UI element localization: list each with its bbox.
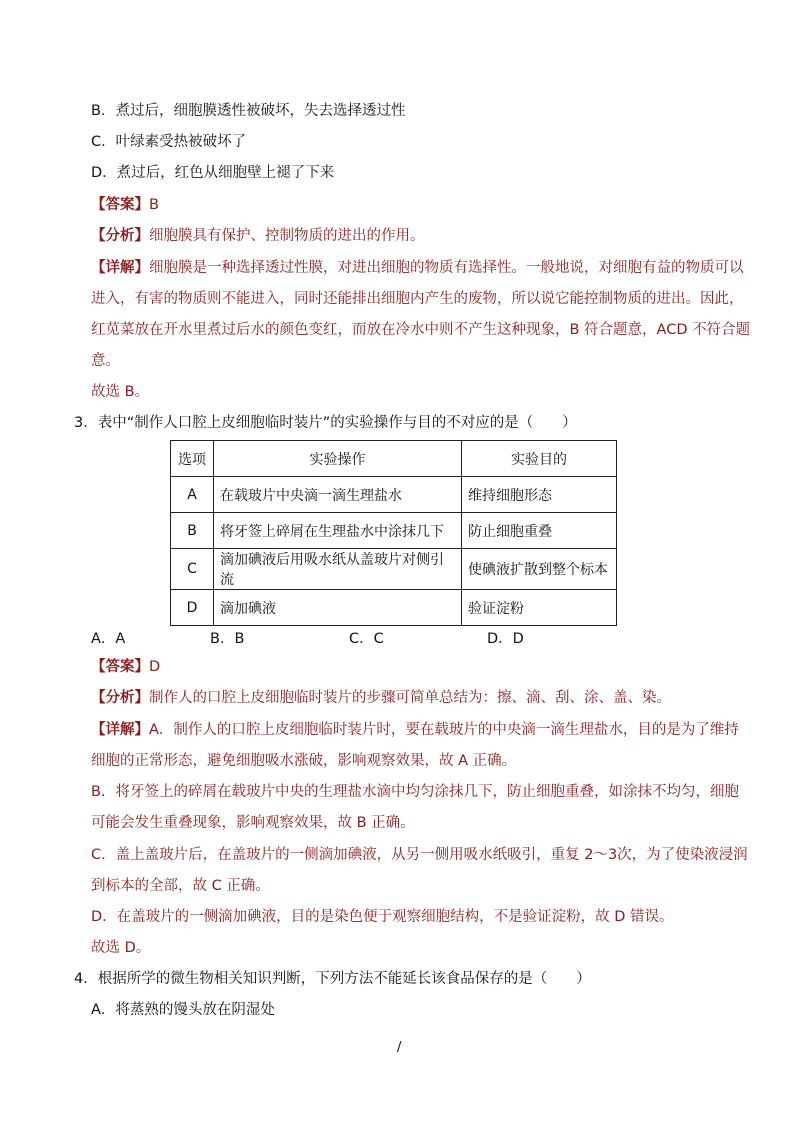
q3-detail-line: B．将牙签上的碎屑在载玻片中央的生理盐水滴中均匀涂抹几下，防止细胞重叠，如涂抹不均匀，细胞: [91, 784, 739, 800]
table-cell: 维持细胞形态: [462, 477, 617, 513]
analysis-tag: 【分析】: [91, 690, 149, 706]
table-cell: 防止细胞重叠: [462, 513, 617, 549]
answer-value: D: [149, 659, 161, 675]
q3-detail-line: 到标本的全部，故 C 正确。: [91, 878, 270, 894]
table-header: 选项: [171, 441, 214, 477]
table-row: [171, 513, 617, 549]
q2-detail-line: 进入，有害的物质则不能进入，同时还能排出细胞内产生的废物，所以说它能控制物质的进出。因此，: [91, 291, 744, 307]
q3-analysis: [91, 688, 671, 708]
table-cell: C: [171, 549, 214, 590]
answer-tag: 【答案】: [91, 659, 149, 675]
table-cell: 滴加碘液后用吸水纸从盖玻片对侧引流: [214, 549, 462, 590]
q3-conclusion: 故选 D。: [91, 940, 151, 956]
table-header: 实验操作: [214, 441, 462, 477]
table-row: [171, 549, 617, 590]
detail-text: A．制作人的口腔上皮细胞临时装片时，要在载玻片的中央滴一滴生理盐水，目的是为了维持: [149, 722, 739, 738]
table-cell: 在载玻片中央滴一滴生理盐水: [214, 477, 462, 513]
page-number: /: [397, 1040, 402, 1055]
table-row: [171, 590, 617, 626]
q3-detail-line: [91, 720, 739, 740]
table-cell: 滴加碘液: [214, 590, 462, 626]
q3-detail-line: C．盖上盖玻片后，在盖玻片的一侧滴加碘液，从另一侧用吸水纸吸引，重复 2～3次，为了使染液浸润: [91, 847, 748, 863]
q2-analysis: [91, 226, 425, 246]
q3-option-c: C．C: [349, 631, 384, 647]
table-cell: 验证淀粉: [462, 590, 617, 626]
q3-stem: 3．表中“制作人口腔上皮细胞临时装片”的实验操作与目的不对应的是（ ）: [74, 415, 577, 431]
table-header: 实验目的: [462, 441, 617, 477]
q2-conclusion: 故选 B。: [91, 384, 150, 400]
detail-text: 细胞膜是一种选择透过性膜，对进出细胞的物质有选择性。一般地说，对细胞有益的物质可以: [149, 260, 744, 276]
table-cell: A: [171, 477, 214, 513]
q2-detail-line: 意。: [91, 353, 120, 369]
detail-tag: 【详解】: [91, 722, 149, 738]
table-cell: 使碘液扩散到整个标本: [462, 549, 617, 590]
analysis-text: 制作人的口腔上皮细胞临时装片的步骤可简单总结为：擦、滴、刮、涂、盖、染。: [149, 690, 671, 706]
table-cell: D: [171, 590, 214, 626]
answer-value: B: [149, 197, 159, 213]
q3-option-d: D．D: [487, 631, 524, 647]
q2-answer: [91, 195, 159, 215]
q3-option-a: A．A: [91, 631, 126, 647]
q2-option-b: B．煮过后，细胞膜透性被破坏，失去选择透过性: [91, 103, 406, 119]
q3-answer: [91, 657, 160, 677]
q3-option-b: B．B: [210, 631, 245, 647]
q2-option-d: D．煮过后，红色从细胞壁上褪了下来: [91, 165, 335, 181]
q2-option-c: C．叶绿素受热被破坏了: [91, 134, 247, 150]
q3-detail-line: 可能会发生重叠现象，影响观察效果，故 B 正确。: [91, 815, 415, 831]
q2-detail-line: [91, 258, 744, 278]
q4-stem: 4．根据所学的微生物相关知识判断，下列方法不能延长该食品保存的是（ ）: [74, 971, 591, 987]
q3-detail-line: 细胞的正常形态，避免细胞吸水涨破，影响观察效果，故 A 正确。: [91, 753, 517, 769]
q2-detail-line: 红苋菜放在开水里煮过后水的颜色变红，而放在冷水中则不产生这种现象，B 符合题意，ACD 不符合题: [91, 322, 751, 338]
table-header-row: [171, 441, 617, 477]
analysis-tag: 【分析】: [91, 228, 149, 244]
analysis-text: 细胞膜具有保护、控制物质的进出的作用。: [149, 228, 425, 244]
table-cell: 将牙签上碎屑在生理盐水中涂抹几下: [214, 513, 462, 549]
q3-detail-line: D．在盖玻片的一侧滴加碘液，目的是染色便于观察细胞结构，不是验证淀粉，故 D 错误。: [91, 909, 674, 925]
q4-option-a: A．将蒸熟的馒头放在阴湿处: [91, 1002, 275, 1018]
answer-tag: 【答案】: [91, 197, 149, 213]
table-cell: B: [171, 513, 214, 549]
table-row: [171, 477, 617, 513]
experiment-table: [170, 440, 617, 626]
detail-tag: 【详解】: [91, 260, 149, 276]
